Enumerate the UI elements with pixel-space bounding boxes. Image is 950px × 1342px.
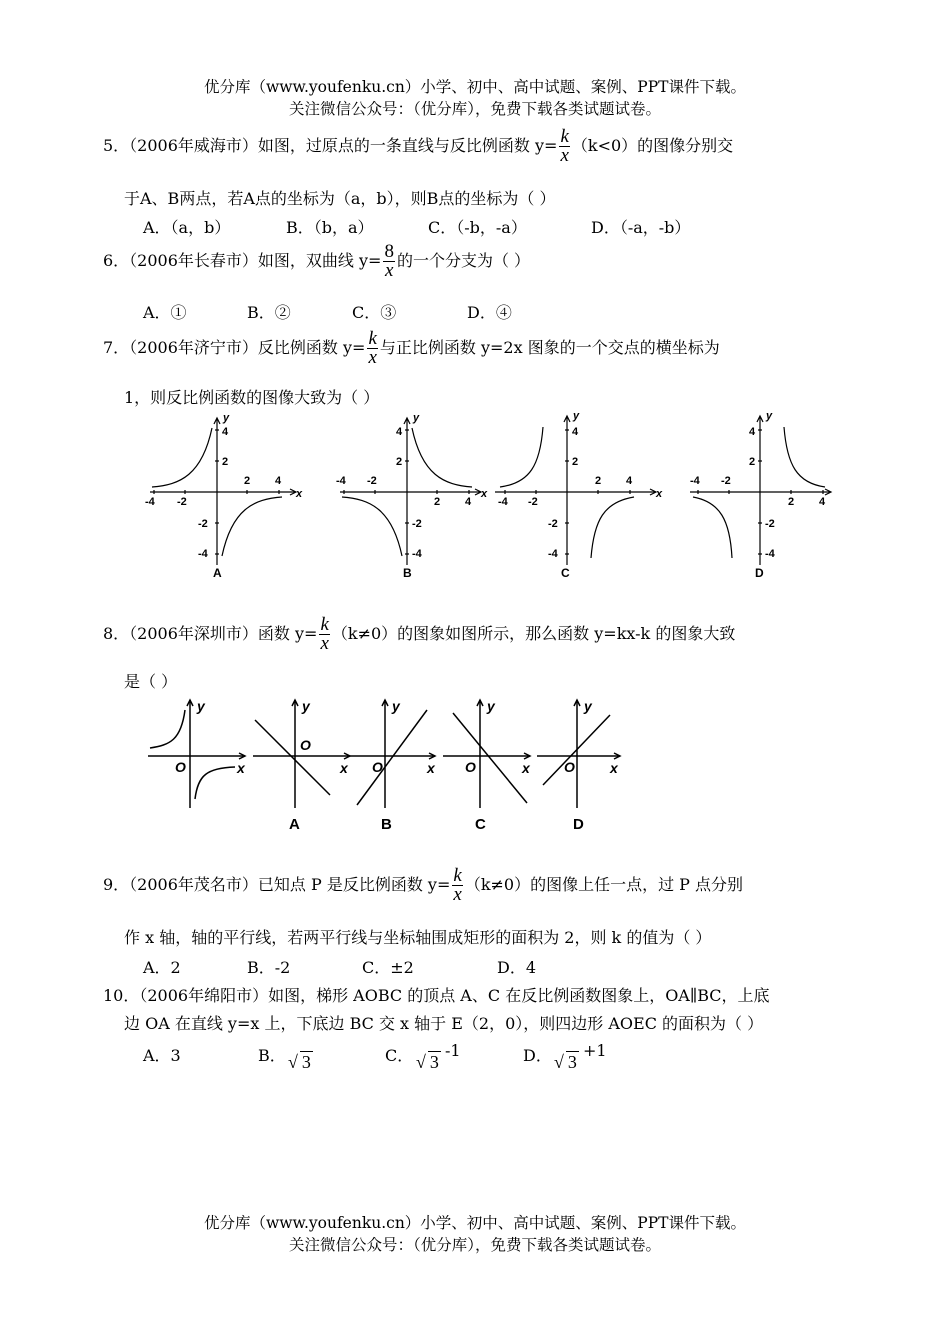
q9-option-b: B．-2 [247,958,291,977]
q7a-ytick-neg2: -2 [198,518,208,530]
q10-option-c-label: C． [385,1046,414,1065]
q5-frac-num: k [560,126,569,147]
q6-option-d: D．④ [467,303,512,322]
q6-frac-num: 8 [384,241,394,262]
q8-graph-c [443,700,530,808]
q10-c-radicand: 3 [429,1052,439,1072]
q8b-axis-y: y [392,698,400,714]
q7b-ytick-neg4: -4 [412,548,422,560]
q7a-ytick-2: 2 [222,456,229,468]
q8-text-post: （k≠0）的图象如图所示，那么函数 y=kx-k 的图象大致 [331,624,736,643]
q5-option-a: A．（a，b） [143,218,231,237]
q7-fraction [367,330,377,367]
q7c-ytick-neg4: -4 [548,548,558,560]
q7c-axis-x: x [656,488,663,500]
header-line-1: 优分库（www.youfenku.cn）小学、初中、高中试题、案例、PPT课件下载。 [203,78,747,96]
q8a-origin: O [300,737,311,753]
q7a-tick-4: 4 [275,475,282,487]
q8-graph-b [350,700,435,808]
q8-graphs-figure [145,695,630,835]
q7d-ytick-neg2: -2 [765,518,775,530]
q8-label-c: C [475,816,486,833]
q10-option-b-sqrt: √ 3 [288,1052,311,1072]
q7a-tick-neg2: -2 [177,496,187,508]
q8c-axis-y: y [487,698,495,714]
q5-text-post: （k<0）的图像分别交 [571,136,734,155]
question-8-line-2: 是（ ） [124,672,178,691]
q8-ref-origin: O [175,759,186,775]
q8d-axis-y: y [584,698,592,714]
q7-label-c: C [561,566,570,580]
question-10-line-1: 10．（2006年绵阳市）如图，梯形 AOBC 的顶点 A、C 在反比例函数图象上，OA∥BC，上底 [103,986,770,1005]
q5-text-pre: 5．（2006年威海市）如图，过原点的一条直线与反比例函数 y= [103,136,558,155]
q10-option-c-suffix: -1 [445,1041,461,1060]
question-9-line-1 [103,867,743,904]
q7a-axis-y: y [223,412,230,424]
q7c-tick-neg4: -4 [498,496,508,508]
q6-option-a: A．① [143,303,187,322]
q6-fraction [383,243,395,280]
q7a-tick-2: 2 [244,475,251,487]
q8d-origin: O [564,759,575,775]
q7b-tick-neg2: -2 [367,475,377,487]
q5-frac-den: x [560,145,569,166]
q10-option-b [258,1043,286,1066]
q9-option-d: D．4 [497,958,537,977]
q7d-axis-y: y [766,410,773,422]
q8-graph-d [537,700,620,808]
q9-frac-den: x [453,884,462,905]
q8-ref-axis-x: x [237,760,245,776]
q7a-ytick-neg4: -4 [198,548,208,560]
q5-option-b: B．（b，a） [286,218,374,237]
q8-text-pre: 8．（2006年深圳市）函数 y= [103,624,318,643]
q10-option-c-sqrt: √ 3 [416,1052,439,1072]
q10-option-d-suffix: +1 [583,1041,607,1060]
q7b-ytick-2: 2 [396,456,403,468]
q7d-ytick-4: 4 [749,426,756,438]
q8-label-b: B [381,816,392,833]
q7-text-post: 与正比例函数 y=2x 图象的一个交点的横坐标为 [379,338,720,357]
q7-graph-c [495,416,656,565]
q10-option-b-label: B． [258,1046,286,1065]
question-5-line-1 [103,128,733,165]
q8-graph-a [253,700,350,808]
q8-ref-axis-y: y [197,698,205,714]
q7b-ytick-neg2: -2 [412,518,422,530]
q6-option-b: B．② [247,303,291,322]
question-9-line-2: 作 x 轴，轴的平行线，若两平行线与坐标轴围成矩形的面积为 2，则 k 的值为（ ） [124,928,712,947]
q7b-axis-x: x [481,488,488,500]
q6-frac-den: x [384,260,394,281]
q7c-tick-neg2: -2 [528,496,538,508]
q7-label-a: A [213,566,222,580]
q8-label-a: A [289,816,300,833]
q5-fraction [559,128,569,165]
q7c-axis-y: y [573,410,580,422]
q9-text-pre: 9．（2006年茂名市）已知点 P 是反比例函数 y= [103,875,451,894]
q7a-ytick-4: 4 [222,426,229,438]
q10-b-radicand: 3 [301,1052,311,1072]
question-7-line-1 [103,330,720,367]
q7-graph-a [150,418,296,565]
q8c-axis-x: x [522,760,530,776]
q7a-axis-x: x [296,488,303,500]
q7b-tick-2: 2 [434,496,441,508]
q7d-ytick-2: 2 [749,456,756,468]
q7b-ytick-4: 4 [396,426,403,438]
q6-option-c: C．③ [352,303,397,322]
question-6-line-1 [103,243,530,280]
q7-frac-num: k [368,328,377,349]
q7b-tick-4: 4 [465,496,472,508]
q8-frac-num: k [320,614,329,635]
q7d-ytick-neg4: -4 [765,548,775,560]
q9-frac-num: k [453,865,462,886]
q10-d-radicand: 3 [567,1052,577,1072]
question-5-line-2: 于A、B两点，若A点的坐标为（a，b），则B点的坐标为（ ） [124,189,556,208]
q8-frac-den: x [320,633,329,654]
q10-option-a: A．3 [143,1046,181,1065]
q9-fraction [452,867,462,904]
q5-option-d: D．（-a，-b） [591,218,691,237]
q7d-tick-2: 2 [788,496,795,508]
q10-option-d-sqrt: √ 3 [554,1052,577,1072]
q9-option-a: A．2 [143,958,181,977]
q7c-ytick-4: 4 [572,426,579,438]
q7-label-b: B [403,566,412,580]
q8d-axis-x: x [610,760,618,776]
q8-fraction [319,616,329,653]
footer-line-1: 优分库（www.youfenku.cn）小学、初中、高中试题、案例、PPT课件下载。 [203,1214,747,1232]
q8c-origin: O [465,759,476,775]
q7c-tick-2: 2 [595,475,602,487]
q5-option-c: C．（-b，-a） [428,218,527,237]
q7-frac-den: x [368,347,377,368]
q7-label-d: D [755,566,764,580]
q8-label-d: D [573,816,584,833]
q7d-tick-neg2: -2 [721,475,731,487]
q7d-tick-neg4: -4 [690,475,700,487]
q7-graph-d [690,416,831,565]
q7c-ytick-neg2: -2 [548,518,558,530]
q8a-axis-x: x [340,760,348,776]
q7a-tick-neg4: -4 [145,496,155,508]
q7-graphs-figure [140,405,826,585]
q7c-ytick-2: 2 [572,456,579,468]
footer-line-2: 关注微信公众号：（优分库），免费下载各类试题试卷。 [288,1236,661,1254]
q7b-tick-neg4: -4 [336,475,346,487]
question-7-line-2: 1，则反比例函数的图像大致为（ ） [124,388,380,407]
q7d-tick-4: 4 [819,496,826,508]
q9-text-post: （k≠0）的图像上任一点，过 P 点分别 [464,875,744,894]
q10-option-d-label: D． [523,1046,552,1065]
q7c-tick-4: 4 [626,475,633,487]
q8b-origin: O [372,759,383,775]
q10-option-d [523,1043,552,1066]
q7-graph-b [340,418,481,565]
header-line-2: 关注微信公众号：（优分库），免费下载各类试题试卷。 [288,100,661,118]
q8a-axis-y: y [302,698,310,714]
question-10-line-2: 边 OA 在直线 y=x 上，下底边 BC 交 x 轴于 E（2，0），则四边形 AOEC 的面积为（ ） [124,1014,764,1033]
q6-text-post: 的一个分支为（ ） [396,251,531,270]
q7-text-pre: 7．（2006年济宁市）反比例函数 y= [103,338,366,357]
q8b-axis-x: x [427,760,435,776]
q9-option-c: C．±2 [362,958,414,977]
q8-reference-graph [148,700,245,808]
question-8-line-1 [103,616,735,653]
q6-text-pre: 6．（2006年长春市）如图，双曲线 y= [103,251,382,270]
q7b-axis-y: y [413,412,420,424]
q10-option-c [385,1043,413,1066]
